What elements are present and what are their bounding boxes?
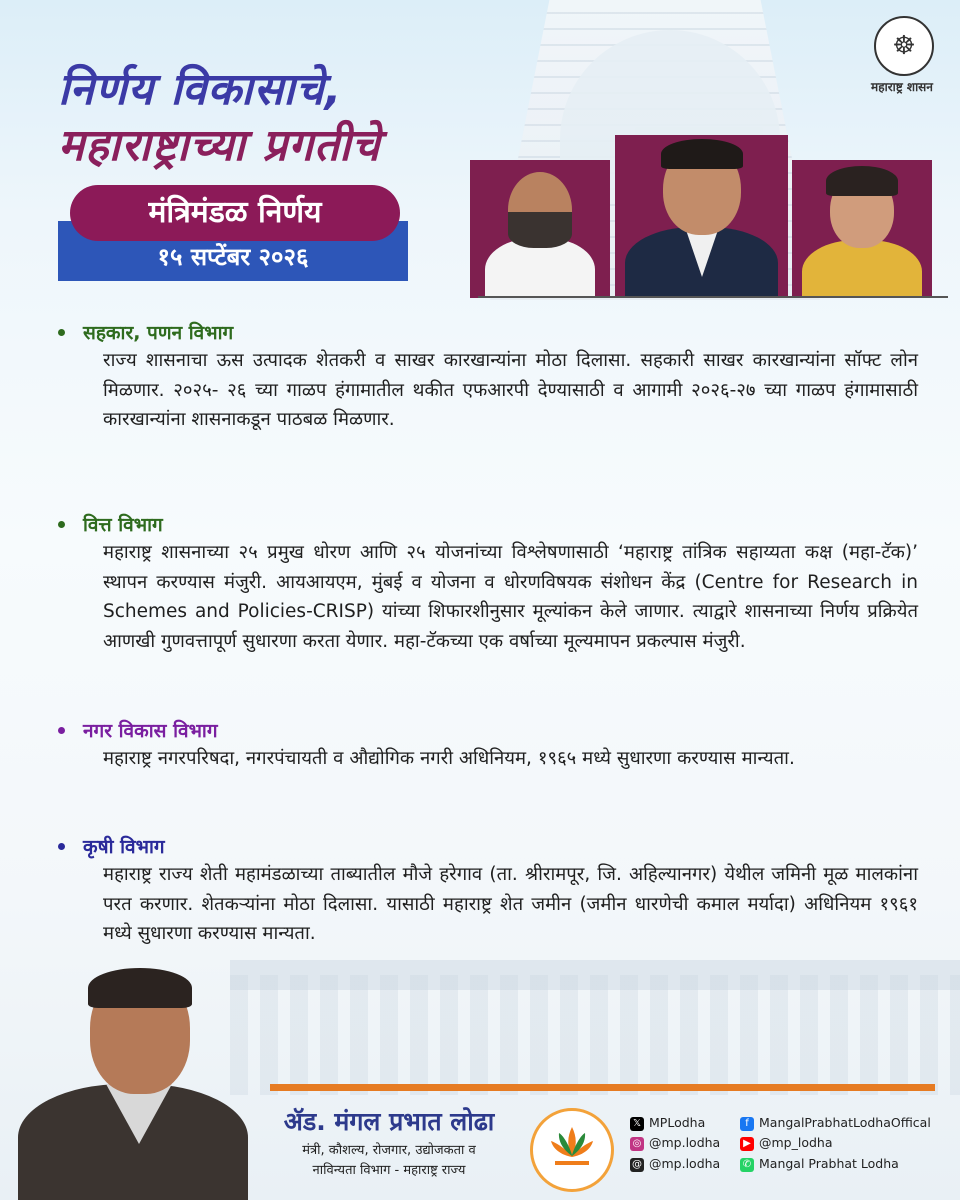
section-cooperation-marketing	[58, 320, 918, 435]
title-line-1: निर्णय विकासाचे,	[58, 64, 343, 115]
section-heading: कृषी विभाग	[83, 836, 165, 858]
section-body: महाराष्ट्र शासनाच्या २५ प्रमुख धोरण आणि २५ योजनांच्या विश्लेषणासाठी ‘महाराष्ट्र तांत्रिक सहाय्यता कक्ष (महा-टॅक)’ स्थापन करण्यास मंजुरी. आयआयएम, मुंबई व योजना व धोरणविषयक संशोधन केंद्र (Centre for Research in Schemes and Policies-CRISP) यांच्या शिफारशीनुसार मूल्यांकन केले जाणार. त्याद्वारे शासनाच्या निर्णय प्रक्रियेत आणखी गुणवत्तापूर्ण सुधारणा करता येणार. महा-टॅकच्या एक वर्षाच्या मूल्यमापन प्रकल्पास मंजुरी.	[103, 542, 918, 652]
cabinet-decision-banner	[58, 185, 408, 287]
lotus-icon	[530, 1108, 614, 1192]
section-urban-development	[58, 718, 918, 774]
threads-icon: @	[632, 1158, 642, 1170]
emblem-icon: ☸	[874, 16, 934, 76]
section-body: राज्य शासनाचा ऊस उत्पादक शेतकरी व साखर कारखान्यांना मोठा दिलासा. सहकारी साखर कारखान्यांना सॉफ्ट लोन मिळणार. २०२५- २६ च्या गाळप हंगामातील थकीत एफआरपी देण्यासाठी व आगामी २०२६-२७ च्या गाळप हंगामासाठी कारखान्यांना शासनाकडून पाठबळ मिळणार.	[103, 350, 918, 430]
youtube-icon: ▶	[740, 1137, 754, 1151]
section-body: महाराष्ट्र राज्य शेती महामंडळाच्या ताब्यातील मौजे हरेगाव (ता. श्रीरामपूर, जि. अहिल्यानगर) येथील जमिनी मूळ मालकांना परत करणार. शेतकऱ्यांना मोठा दिलासा. यासाठी महाराष्ट्र शेत जमीन (जमीन धारणेची कमाल मर्यादा) अधिनियम १९६१ मध्ये सुधारणा करण्यास मान्यता.	[103, 864, 918, 944]
leader-photo-center	[615, 135, 788, 298]
background-building-columns	[230, 975, 960, 1095]
bullet-icon	[58, 329, 65, 336]
facebook-icon: f	[740, 1117, 754, 1131]
footer-accent-bar	[270, 1084, 935, 1091]
title-line-2: महाराष्ट्राच्या प्रगतीचे	[58, 120, 381, 171]
section-finance	[58, 512, 918, 656]
section-heading: सहकार, पणन विभाग	[83, 322, 234, 344]
whatsapp-icon: ✆	[740, 1158, 754, 1172]
leader-photos	[470, 80, 960, 300]
bullet-icon	[58, 521, 65, 528]
social-threads[interactable]: @ @mp.lodha	[632, 1156, 721, 1171]
social-facebook[interactable]: f MangalPrabhatLodhaOffical	[740, 1114, 931, 1132]
banner-date: १५ सप्टेंबर २०२६	[58, 221, 408, 281]
section-heading: नगर विकास विभाग	[83, 720, 218, 742]
bullet-icon	[58, 727, 65, 734]
leader-photo-right	[792, 160, 932, 298]
minister-name: ॲड. मंगल प्रभात लोढा	[283, 1107, 495, 1136]
banner-title: मंत्रिमंडळ निर्णय	[70, 185, 400, 241]
section-body: महाराष्ट्र नगरपरिषदा, नगरपंचायती व औद्योगिक नगरी अधिनियम, १९६५ मध्ये सुधारणा करण्यास मान्यता.	[103, 748, 795, 769]
social-whatsapp[interactable]: ✆ Mangal Prabhat Lodha	[740, 1155, 899, 1173]
emblem-label: महाराष्ट्र शासन	[871, 80, 933, 94]
social-x[interactable]: 𝕏 MPLodha	[630, 1114, 705, 1132]
minister-designation: मंत्री, कौशल्य, रोजगार, उद्योजकता व नाविन्यता विभाग - महाराष्ट्र राज्य	[302, 1143, 476, 1178]
photo-baseline	[478, 296, 948, 298]
instagram-icon: ◎	[630, 1137, 644, 1151]
section-heading: वित्त विभाग	[83, 514, 163, 536]
x-icon: 𝕏	[630, 1117, 644, 1131]
minister-photo	[18, 972, 248, 1200]
social-instagram[interactable]: ◎ @mp.lodha	[630, 1134, 720, 1152]
section-agriculture	[58, 834, 918, 949]
bullet-icon	[58, 843, 65, 850]
social-youtube[interactable]: ▶ @mp_lodha	[740, 1134, 833, 1152]
leader-photo-left	[470, 160, 610, 298]
